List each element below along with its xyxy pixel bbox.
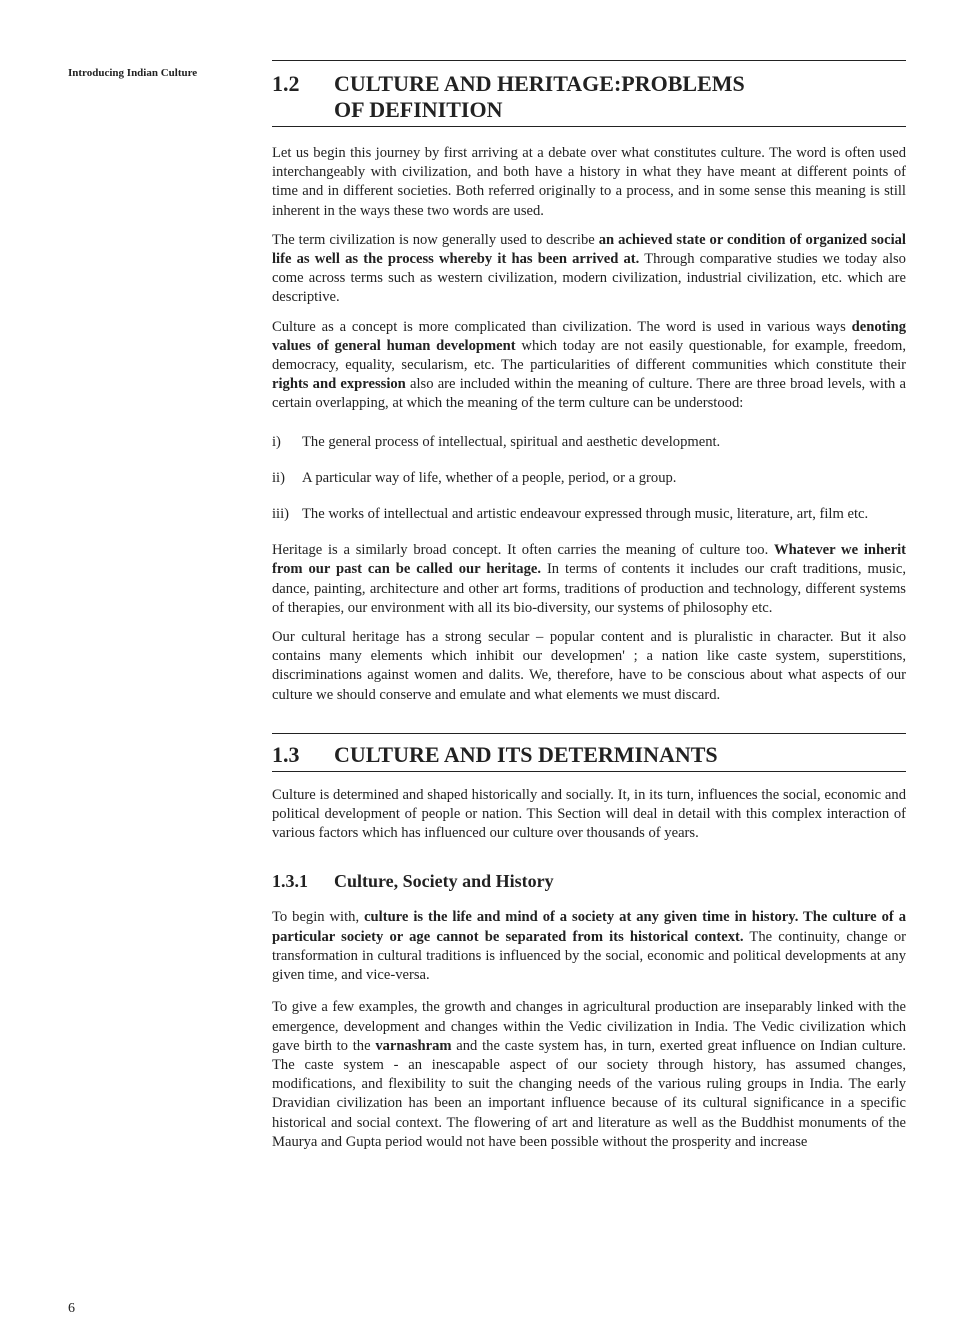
bold-text: rights and expression (272, 376, 406, 393)
paragraph-text: which today are not easily questionable, for example, freedom, democracy, equality, secularism, etc. The particularities of different communities which constitute their (272, 337, 906, 374)
list-text: The works of intellectual and artistic endeavour expressed through music, literature, art, film etc. (302, 506, 869, 523)
bold-text: varnashram (375, 1037, 452, 1054)
paragraph-text: The continuity, change or transformation in cultural traditions is influenced by the social, economic and political developments at any given time, and vice-versa. (272, 928, 906, 984)
section-title-line2: OF DEFINITION (334, 97, 503, 122)
bold-text: an achieved state or condition of organized social life as well as the process whereby it has been arrived at. (272, 231, 906, 268)
bold-text: culture is the life and mind of a society at any given time in history. The culture of a particular society or age cannot be separated from its historical context. (272, 909, 906, 945)
bold-text: denoting values of general human development (272, 318, 906, 354)
page-content (272, 60, 906, 1152)
paragraph: Let us begin this journey by first arriving at a debate over what constitutes culture. The word is often used interchangeably with civilization, and both have a history in what they have meant at different points of time and in different societies. Both referred originally to a process, and in some sense this meaning is still inherent in the ways these two words are used. (272, 145, 906, 219)
paragraph-text: Culture as a concept is more complicated than civilization. The word is used in various ways (272, 318, 852, 335)
paragraph (272, 318, 906, 414)
paragraph (272, 998, 906, 1152)
subsection-title: Culture, Society and History (334, 871, 554, 892)
subsection-heading-1-3-1 (272, 870, 906, 892)
paragraph-text: also are included within the meaning of culture. There are three broad levels, with a certain overlapping, at which the meaning of the term culture can be understood: (272, 376, 906, 412)
paragraph-text: To give a few examples, the growth and changes in agricultural production are inseparably linked with the emergence, development and changes within the Vedic civilization in India. The Vedic civilization which gave birth to the (272, 999, 906, 1054)
paragraph (272, 908, 906, 985)
section-title-line1: CULTURE AND HERITAGE:PROBLEMS (334, 71, 745, 96)
subsection-number: 1.3.1 (272, 871, 308, 892)
paragraph-text: The term civilization is now generally used to describe (272, 231, 599, 248)
paragraph-text: Through comparative studies we today also come across terms such as western civilization, modern civilization, industrial civilization, etc. which are descriptive. (272, 251, 906, 306)
page-number: 6 (68, 1301, 75, 1316)
section-bottom-rule (272, 771, 906, 772)
list-item (272, 433, 906, 452)
section-heading-1-2 (272, 61, 906, 126)
bold-text: Whatever we inherit from our past can be called our heritage. (272, 542, 906, 578)
running-head: Introducing Indian Culture (68, 67, 198, 79)
section-bottom-rule (272, 126, 906, 127)
paragraph: Culture is determined and shaped historically and socially. It, in its turn, influences the social, economic and political development of people or nation. This Section will deal in detail with this complex interaction of various factors which has influenced our culture over thousands of years. (272, 786, 906, 842)
section-number: 1.3 (272, 741, 300, 767)
list-label: ii) (272, 469, 285, 486)
paragraph: Our cultural heritage has a strong secular – popular content and is pluralistic in character. But it also contains many elements which inhibit our developmen' ; a nation like caste system, superstitions, discriminations against women and dalits. We, therefore, have to be conscious about what aspects of our culture we should conserve and emulate and what elements we must discard. (272, 629, 906, 703)
paragraph-text: and the caste system has, in turn, exerted great influence on Indian culture. The caste system - an inescapable aspect of our society through history, has assumed changes, modifications, and flexibility to suit the changing needs of the various ruling groups in India. The early Dravidian civilization has been an important influence because of its cultural significance in a specific historical and social context. The flowering of art and literature as well as the Buddhist monuments of the Maurya and Gupta period would not have been possible without the prosperity and increase (272, 1037, 906, 1150)
paragraph-text: Heritage is a similarly broad concept. It often carries the meaning of culture too. (272, 542, 774, 559)
paragraph (272, 231, 906, 308)
section-title (334, 71, 906, 123)
list-label: i) (272, 433, 281, 450)
paragraph (272, 541, 906, 618)
list-text: The general process of intellectual, spiritual and aesthetic development. (302, 433, 721, 450)
list-item (272, 469, 906, 488)
list-text: A particular way of life, whether of a people, period, or a group. (302, 469, 677, 486)
list-label: iii) (272, 506, 290, 523)
list-item (272, 505, 906, 524)
paragraph-text: In terms of contents it includes our craft traditions, music, dance, painting, architecture and other art forms, traditions of production and technology, different systems of therapies, our environment with all its bio-diversity, our systems of philosophy etc. (272, 561, 906, 616)
section-number: 1.2 (272, 71, 300, 96)
paragraph-text: To begin with, (272, 909, 365, 926)
section-title: CULTURE AND ITS DETERMINANTS (334, 741, 718, 767)
section-heading-1-3 (272, 734, 906, 771)
